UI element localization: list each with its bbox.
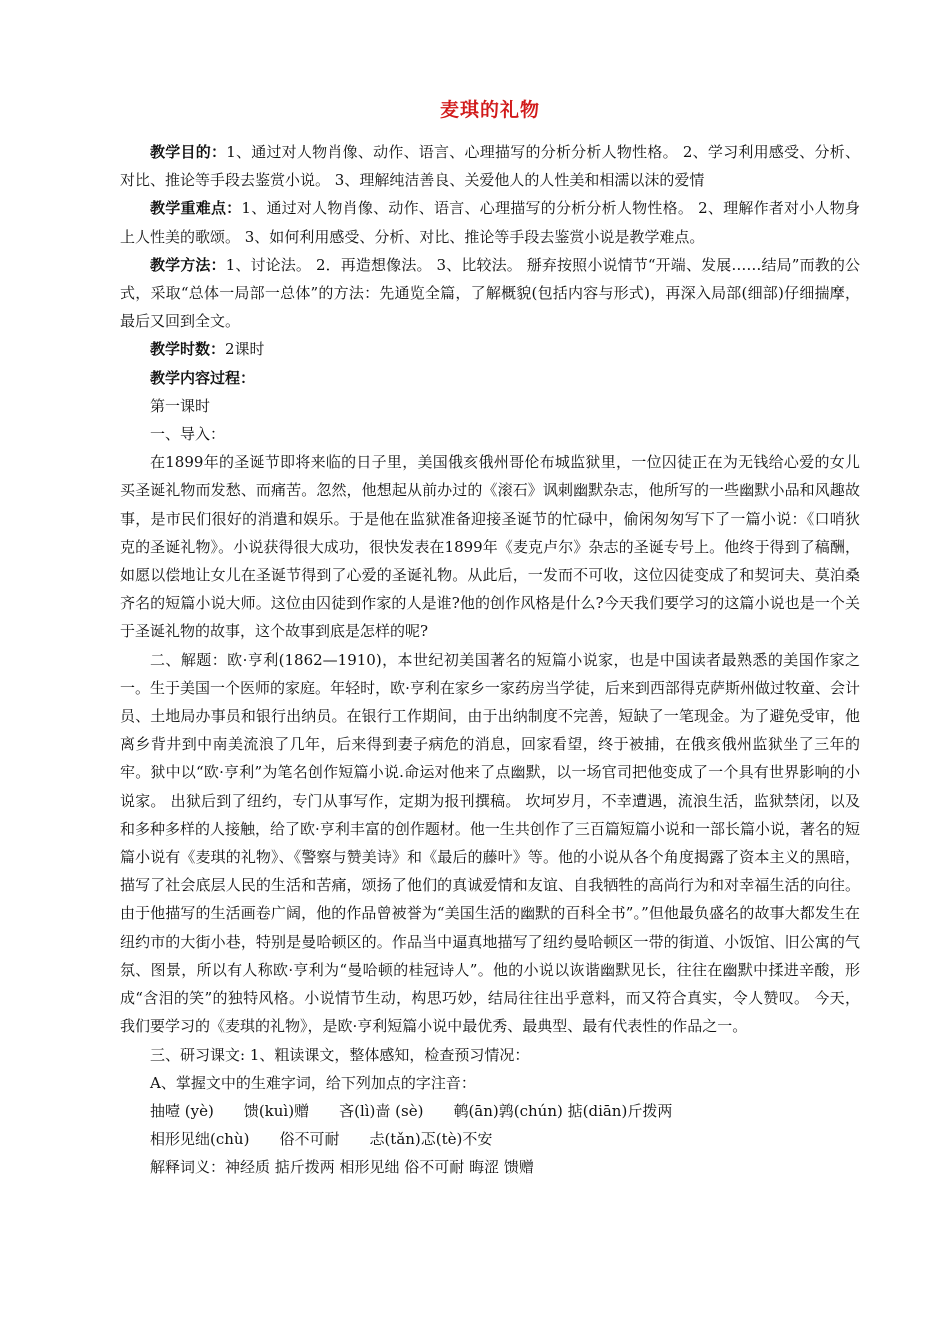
pinyin-item: 鹌(ān)鹑(chún) 掂(diān)斤拨两 [453, 1101, 673, 1120]
intro-paragraph: 在1899年的圣诞节即将来临的日子里，美国俄亥俄州哥伦布城监狱里，一位囚徒正在为无钱给心爱的女儿买圣诞礼物而发愁、而痛苦。忽然，他想起从前办过的《滚石》讽刺幽默杂志，他所写的一些幽默小品和风趣故事，是市民们很好的消遣和娱乐。于是他在监狱准备迎接圣诞节的忙碌中，偷闲匆匆写下了一篇小说：《口哨狄克的圣诞礼物》。小说获得很大成功，很快发表在1899年《麦克卢尔》杂志的圣诞专号上。他终于得到了稿酬，如愿以偿地让女儿在圣诞节得到了心爱的圣诞礼物。从此后，一发而不可收，这位囚徒变成了和契诃夫、莫泊桑齐名的短篇小说大师。这位由囚徒到作家的人是谁?他的创作风格是什么?今天我们要学习的这篇小说也是一个关于圣诞礼物的故事，这个故事到底是怎样的呢? [120, 453, 860, 641]
pinyin-item: 吝(lì)啬 (sè) [339, 1101, 424, 1120]
process-label: 教学内容过程： [150, 368, 256, 387]
document-title: 麦琪的礼物 [439, 99, 540, 121]
goals-text: 1、通过对人物肖像、动作、语言、心理描写的分析分析人物性格。 2、学习利用感受、分析、对比、推论等手段去鉴赏小说。 3、理解纯洁善良、关爱他人的人性美和相濡以沫的爱情 [120, 143, 860, 190]
document-page [120, 95, 860, 1182]
teaching-methods [120, 251, 860, 336]
methods-label: 教学方法： [150, 255, 226, 274]
goals-label: 教学目的： [150, 143, 227, 161]
difficulties-label: 教学重难点： [150, 199, 242, 218]
hours-label: 教学时数： [150, 340, 226, 359]
pinyin-row-2 [120, 1125, 860, 1153]
study-heading: 三、研习课文: 1、粗读课文，整体感知，检查预习情况： [150, 1045, 530, 1064]
vocabulary-line: 解释词义：神经质 掂斤拨两 相形见绌 俗不可耐 晦涩 馈赠 [150, 1158, 534, 1177]
pinyin-item: 相形见绌(chù) [150, 1130, 250, 1149]
pinyin-item: 馈(kuì)赠 [243, 1101, 310, 1120]
title-analysis-paragraph: 二、解题：欧·亨利(1862—1910)，本世纪初美国著名的短篇小说家，也是中国读者最熟悉的美国作家之一。生于美国一个医师的家庭。年轻时，欧·亨利在家乡一家药房当学徒，后来到西部得克萨斯州做过牧童、会计员、土地局办事员和银行出纳员。在银行工作期间，由于出纳制度不完善，短缺了一笔现金。为了避免受审，他离乡背井到中南美流浪了几年，后来得到妻子病危的消息，回家看望，终于被捕，在俄亥俄州监狱坐了三年的牢。狱中以“欧·亨利”为笔名创作短篇小说.命运对他来了点幽默，以一场官司把他变成了一个具有世界影响的小说家。 出狱后到了纽约，专门从事写作，定期为报刊撰稿。 坎坷岁月，不幸遭遇，流浪生活，监狱禁闭，以及和多种多样的人接触，给了欧·亨利丰富的创作题材。他一生共创作了三百篇短篇小说和一部长篇小说，著名的短篇小说有《麦琪的礼物》、《警察与赞美诗》和《最后的藤叶》等。他的小说从各个角度揭露了资本主义的黑暗，描写了社会底层人民的生活和苦痛，颂扬了他们的真诚爱情和友谊、自我牺牲的高尚行为和对幸福生活的向往。由于他描写的生活画卷广阔，他的作品曾被誉为“美国生活的幽默的百科全书”。”但他最负盛名的故事大都发生在纽约市的大街小巷，特别是曼哈顿区的。作品当中逼真地描写了纽约曼哈顿区一带的街道、小饭馆、旧公寓的气氛、图景，所以有人称欧·亨利为“曼哈顿的桂冠诗人”。他的小说以诙谐幽默见长，往往在幽默中揉进辛酸，形成“含泪的笑”的独特风格。小说情节生动，构思巧妙，结局往往出乎意料，而又符合真实，令人赞叹。 今天，我们要学习的《麦琪的礼物》，是欧·亨利短篇小说中最优秀、最典型、最有代表性的作品之一。 [120, 650, 860, 1036]
pinyin-item: 俗不可耐 [279, 1130, 340, 1149]
study-section-a: A、掌握文中的生难字词，给下列加点的字注音： [150, 1073, 476, 1092]
lesson-one: 第一课时 [150, 396, 211, 415]
teaching-difficulties [120, 194, 860, 250]
intro-heading: 一、导入： [150, 425, 226, 444]
pinyin-item: 抽噎 (yè) [150, 1101, 214, 1120]
pinyin-item: 忐(tǎn)忑(tè)不安 [369, 1130, 493, 1149]
teaching-goals [120, 138, 860, 194]
methods-text: 1、讨论法。 2．再造想像法。 3、比较法。 掰弃按照小说情节“开端、发展……结局”而教的公式，采取“总体一局部一总体”的方法：先通览全篇，了解概貌(包括内容与形式)，再深入局部(细部)仔细揣摩，最后又回到全文。 [120, 255, 860, 331]
difficulties-text: 1、通过对人物肖像、动作、语言、心理描写的分析分析人物性格。 2、理解作者对小人物身上人性美的歌颂。 3、如何利用感受、分析、对比、推论等手段去鉴赏小说是教学难点。 [120, 199, 860, 246]
pinyin-row-1 [120, 1097, 860, 1125]
hours-text: 2课时 [225, 340, 265, 359]
teaching-hours [120, 335, 860, 363]
teaching-process [120, 364, 860, 392]
